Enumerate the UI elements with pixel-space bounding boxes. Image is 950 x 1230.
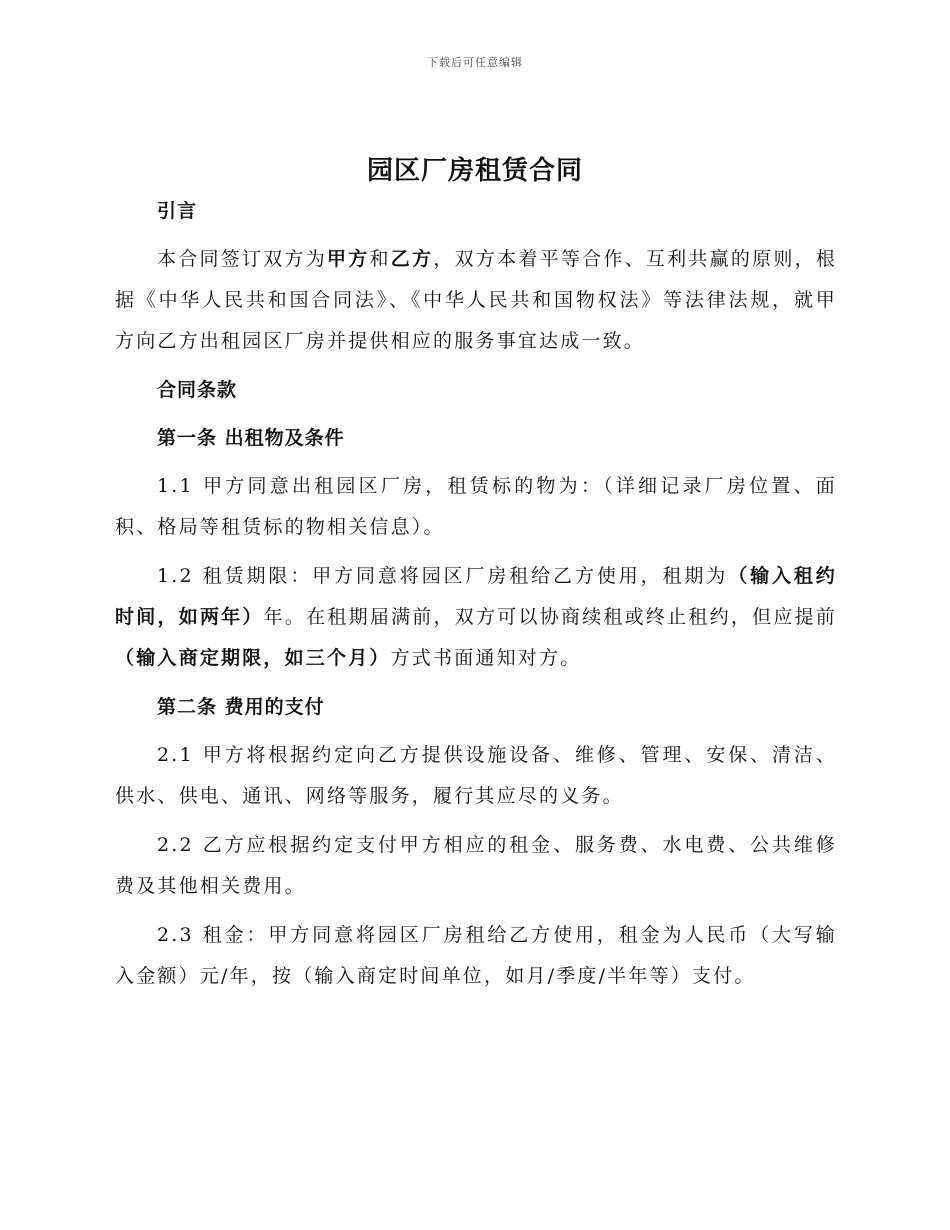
lease-term-placeholder: （输入租约时间，如两年） [115,565,837,628]
clause-2-3: 2.3 租金：甲方同意将园区厂房租给乙方使用，租金为人民币（大写输入金额）元/年，按（输入商定时间单位，如月/季度/半年等）支付。 [115,924,837,987]
clause-2-1: 2.1 甲方将根据约定向乙方提供设施设备、维修、管理、安保、清洁、供水、供电、通讯、网络等服务，履行其应尽的义务。 [115,744,837,807]
notice-period-placeholder: （输入商定期限，如三个月） [115,647,391,669]
article-1-heading: 第一条 出租物及条件 [157,427,345,449]
clause-1-2-text-c: 方式书面通知对方。 [390,647,582,669]
intro-text-rest: ，双方本着平等合作、互利共赢的原则，根据《中华人民共和国合同法》、《中华人民共和国物权法》等法律法规，就甲方向乙方出租园区厂房并提供相应的服务事宜达成一致。 [115,248,838,352]
intro-and: 和 [369,248,391,270]
party-b-label: 乙方 [390,248,434,270]
intro-text-start: 本合同签订双方为 [157,248,328,270]
intro-paragraph [115,239,837,362]
clause-1-2-text-b: 年。在租期届满前，双方可以协商续租或终止租约，但应提前 [263,606,837,628]
clause-1-1: 1.1 甲方同意出租园区厂房，租赁标的物为：（详细记录厂房位置、面积、格局等租赁标的物相关信息）。 [115,475,837,538]
section-heading-intro: 引言 [157,200,198,222]
clause-1-2 [115,556,837,679]
article-2-heading: 第二条 费用的支付 [157,696,325,718]
clause-1-2-text-a: 1.2 租赁期限：甲方同意将园区厂房租给乙方使用，租期为 [157,565,729,587]
party-a-label: 甲方 [327,248,370,270]
clause-2-2: 2.2 乙方应根据约定支付甲方相应的租金、服务费、水电费、公共维修费及其他相关费用。 [115,834,837,897]
document-body [115,197,837,1005]
header-note: 下载后可任意编辑 [427,56,523,69]
document-title: 园区厂房租赁合同 [366,156,583,186]
section-heading-terms: 合同条款 [157,379,238,401]
